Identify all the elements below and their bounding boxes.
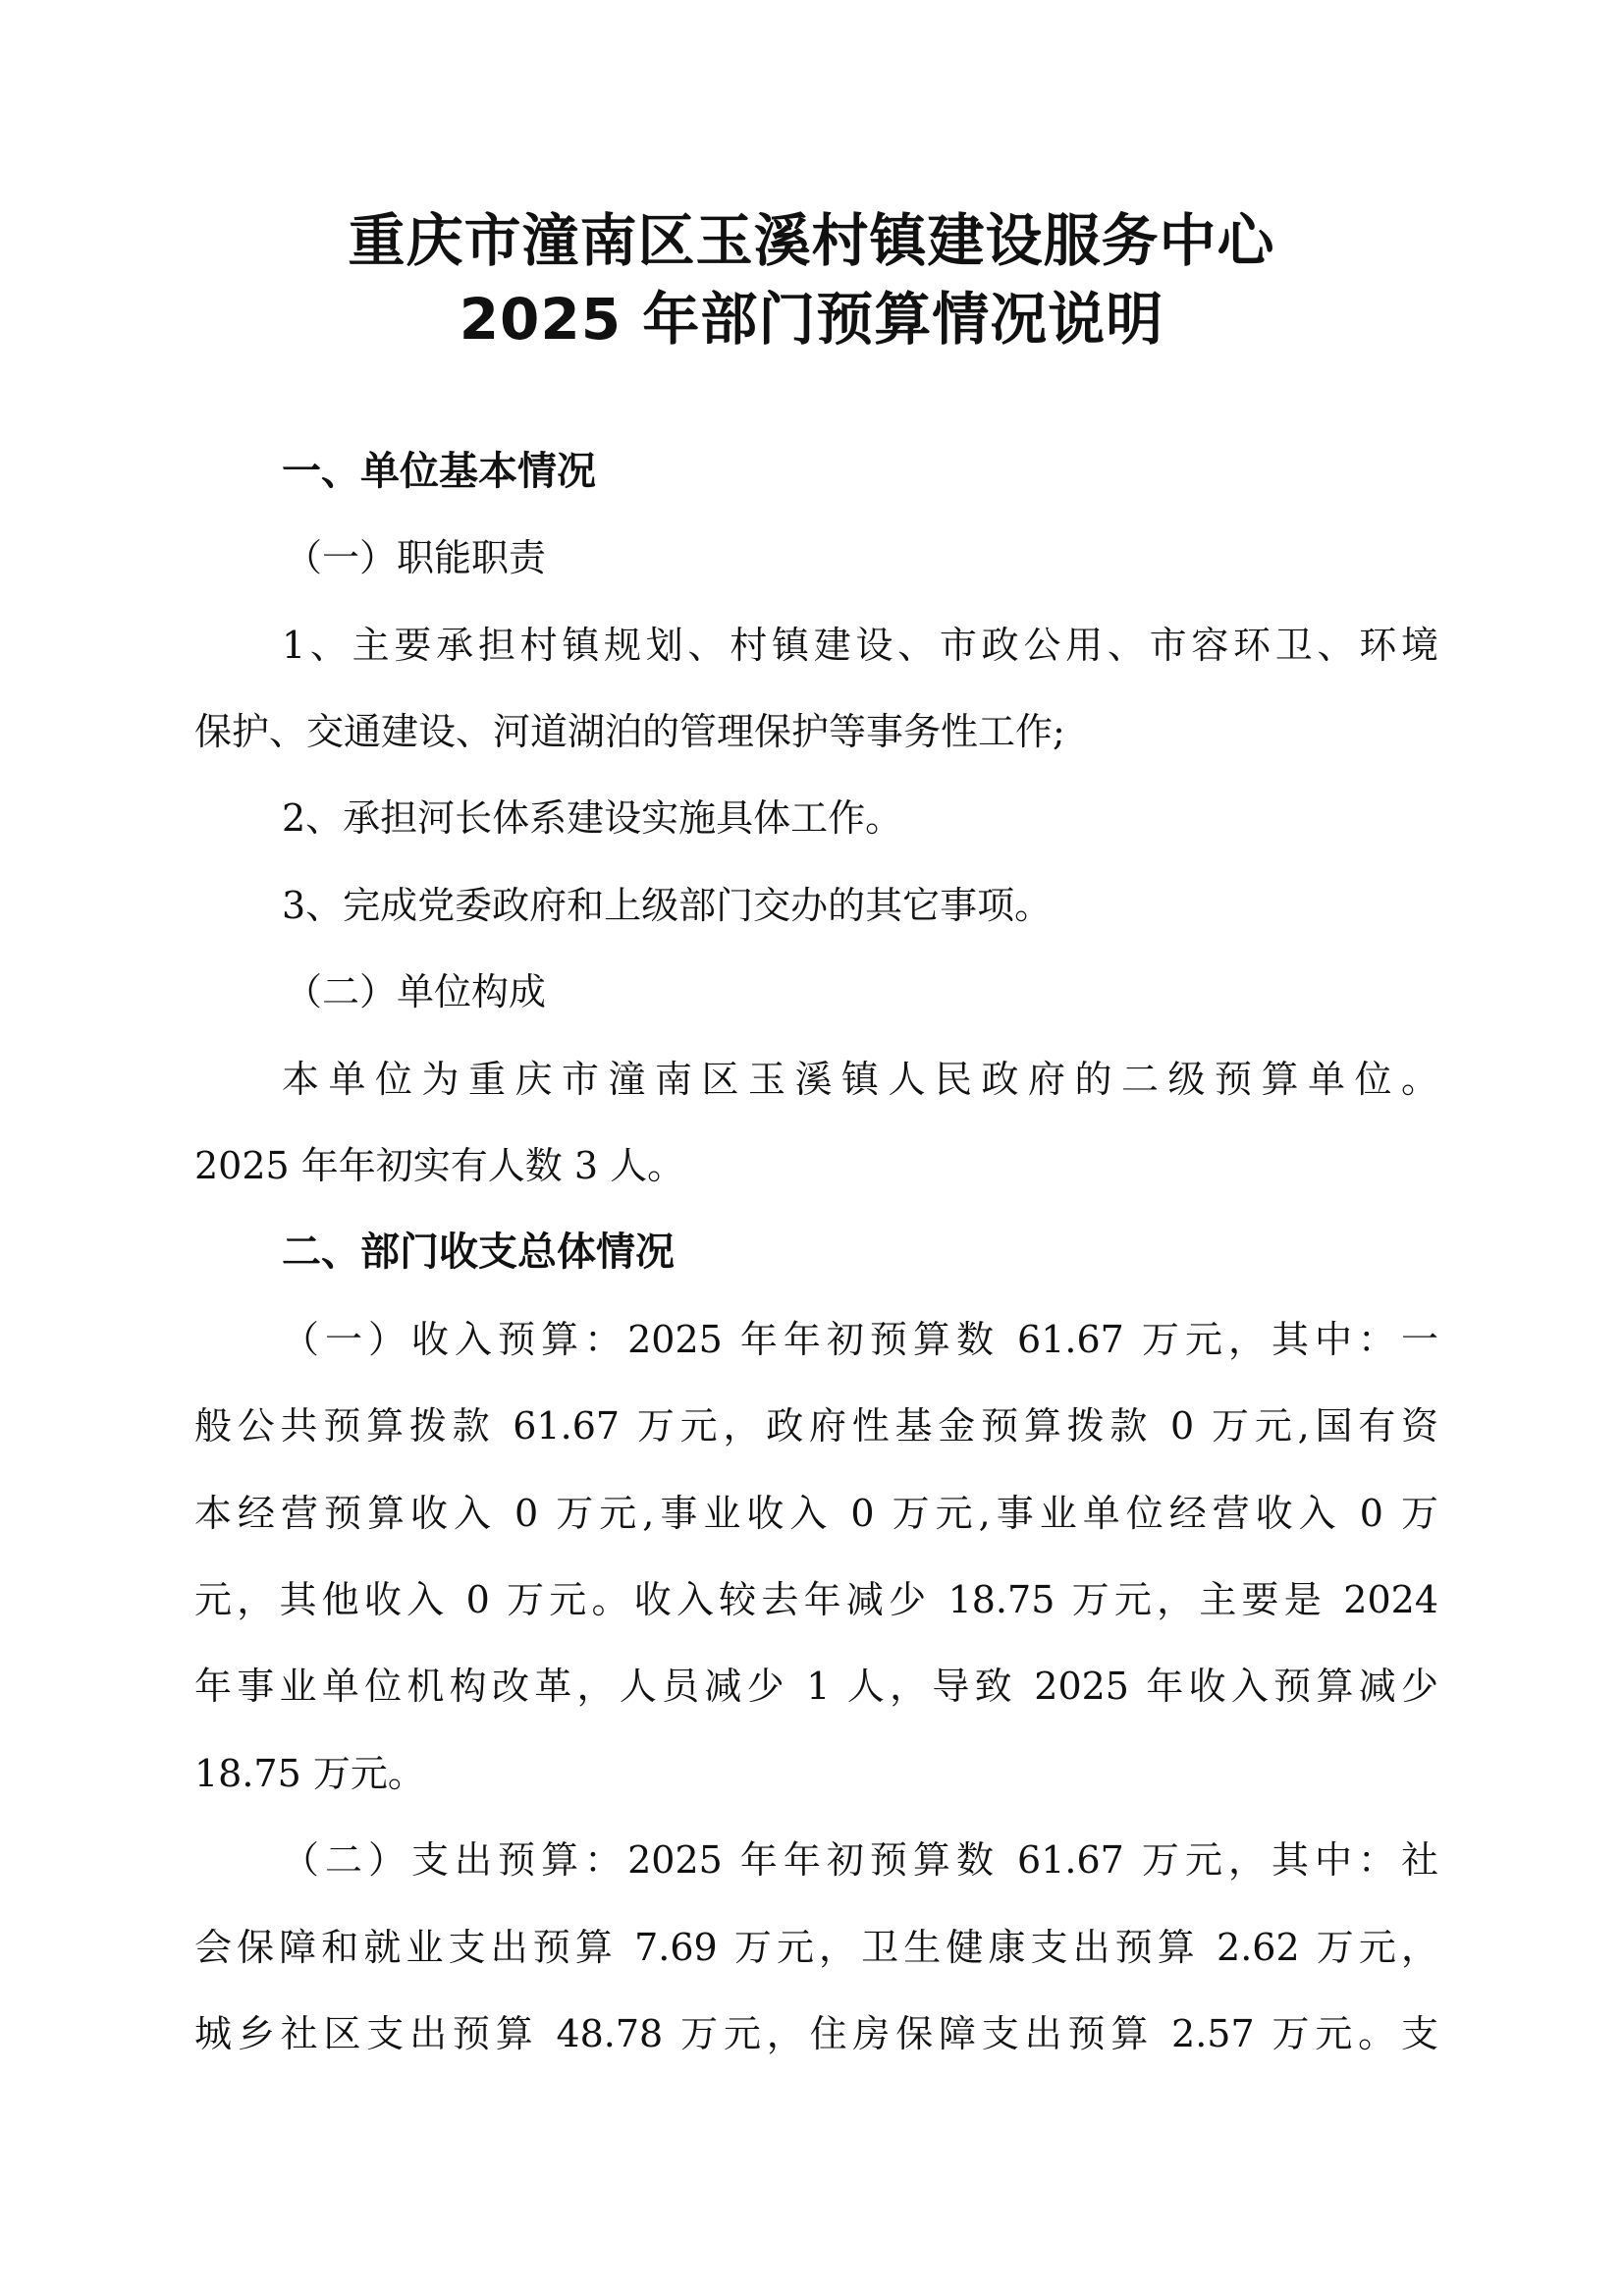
paragraph-line: （二）支出预算：2025 年年初预算数 61.67 万元，其中：社 bbox=[282, 1838, 1438, 1882]
section-heading-1: 一、单位基本情况 bbox=[282, 449, 596, 494]
paragraph-line: 会保障和就业支出预算 7.69 万元，卫生健康支出预算 2.62 万元， bbox=[194, 1926, 1438, 1969]
paragraph-line: 3、完成党委政府和上级部门交办的其它事项。 bbox=[282, 884, 1053, 927]
paragraph-line: 元，其他收入 0 万元。收入较去年减少 18.75 万元，主要是 2024 bbox=[194, 1578, 1438, 1621]
paragraph-line: 2、承担河长体系建设实施具体工作。 bbox=[282, 796, 903, 840]
paragraph-line: 保护、交通建设、河道湖泊的管理保护等事务性工作; bbox=[194, 710, 1065, 753]
paragraph-line: 般公共预算拨款 61.67 万元，政府性基金预算拨款 0 万元,国有资 bbox=[194, 1404, 1438, 1448]
document-title-line-1: 重庆市潼南区玉溪村镇建设服务中心 bbox=[348, 207, 1275, 274]
paragraph-line: 2025 年年初实有人数 3 人。 bbox=[194, 1144, 685, 1187]
paragraph-line: 18.75 万元。 bbox=[194, 1752, 425, 1795]
paragraph-line: 本经营预算收入 0 万元,事业收入 0 万元,事业单位经营收入 0 万 bbox=[194, 1492, 1438, 1535]
paragraph-line: 城乡社区支出预算 48.78 万元，住房保障支出预算 2.57 万元。支 bbox=[194, 2012, 1438, 2055]
paragraph-line: 本单位为重庆市潼南区玉溪镇人民政府的二级预算单位。 bbox=[282, 1058, 1438, 1101]
paragraph-line: 1、主要承担村镇规划、村镇建设、市政公用、市容环卫、环境 bbox=[282, 624, 1438, 667]
subsection-heading-functions: （一）职能职责 bbox=[285, 536, 547, 579]
paragraph-line: （一）收入预算：2025 年年初预算数 61.67 万元，其中：一 bbox=[282, 1318, 1438, 1361]
section-heading-2: 二、部门收支总体情况 bbox=[282, 1230, 675, 1275]
paragraph-line: 年事业单位机构改革，人员减少 1 人，导致 2025 年收入预算减少 bbox=[194, 1665, 1438, 1708]
subsection-heading-composition: （二）单位构成 bbox=[285, 970, 547, 1013]
document-title-line-2: 2025 年部门预算情况说明 bbox=[459, 286, 1164, 353]
